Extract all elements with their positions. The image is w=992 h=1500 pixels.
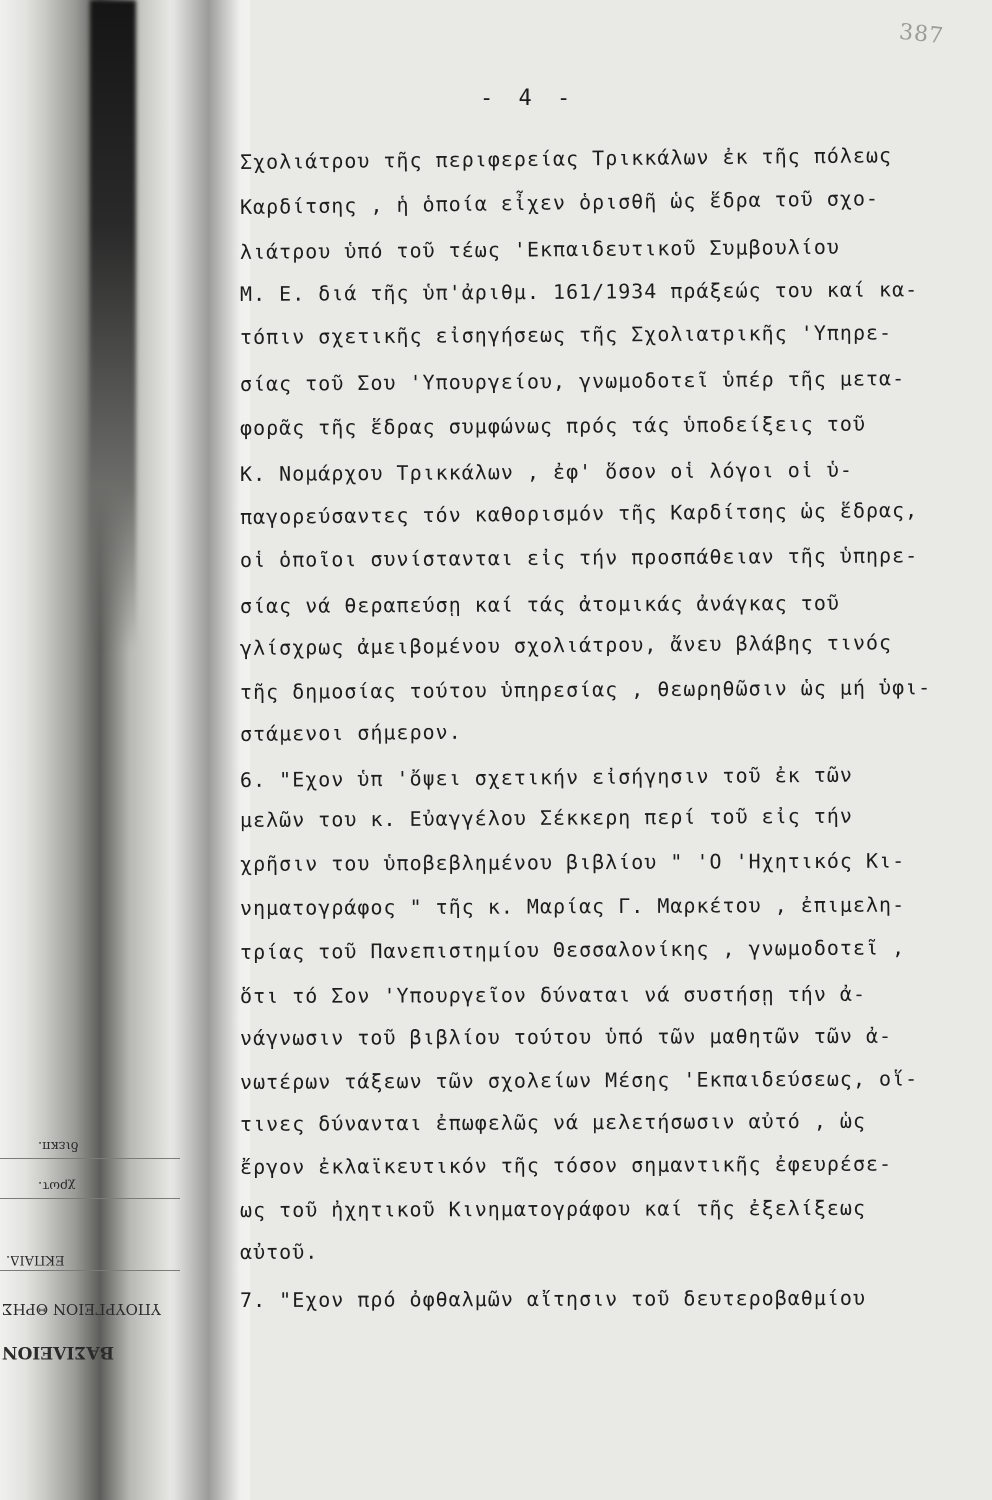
typed-line: ἔργον ἐκλαϊκευτικόν τῆς τόσον σημαντικῆς ἐφευρέσε- bbox=[239, 1151, 893, 1179]
typed-line: χρῆσιν του ὑποβεβλημένου βιβλίου " 'Ο 'Ηχητικός Κι- bbox=[239, 848, 906, 876]
typed-line: φορᾶς τῆς ἕδρας συμφώνως πρός τάς ὑποδείξεις τοῦ bbox=[239, 411, 867, 440]
binding-shadow-streak bbox=[90, 0, 136, 650]
typed-line: ὅτι τό Σον 'Υπουργεῖον δύναται νά συστήσῃ τήν ἀ- bbox=[239, 981, 867, 1008]
typed-line: 7. "Εχον πρό ὀφθαλμῶν αἴτησιν τοῦ δευτεροβαθμίου bbox=[239, 1285, 867, 1312]
edge-rule bbox=[0, 1198, 180, 1199]
typed-line: σίας νά θεραπεύσῃ καί τάς ἀτομικάς ἀνάγκας τοῦ bbox=[239, 590, 840, 618]
typed-line: νηματογράφος " τῆς κ. Μαρίας Γ. Μαρκέτου , ἐπιμελη- bbox=[239, 892, 906, 920]
typed-line: στάμενοι σήμερον. bbox=[239, 719, 462, 746]
page-fold-shadow bbox=[170, 0, 240, 1500]
typed-line: γλίσχρως ἀμειβομένου σχολιάτρου, ἄνευ βλάβης τινός bbox=[239, 630, 893, 660]
archive-folio-mark: 387 bbox=[897, 19, 946, 50]
edge-rule bbox=[0, 1270, 180, 1271]
typed-line: τινες δύνανται ἐπωφελῶς νά μελετήσωσιν αὐτό , ὡς bbox=[239, 1108, 867, 1136]
typed-line: αὐτοῦ. bbox=[239, 1239, 319, 1264]
typed-line: οἱ ὁποῖοι συνίστανται εἰς τήν προσπάθειαν τῆς ὑπηρε- bbox=[239, 543, 919, 572]
typed-line: λιάτρου ὑπό τοῦ τέως 'Εκπαιδευτικοῦ Συμβουλίου bbox=[239, 234, 840, 264]
typed-line: Σχολιάτρου τῆς περιφερείας Τρικκάλων ἐκ τῆς πόλεως bbox=[239, 143, 893, 174]
typed-line: μελῶν του κ. Εὐαγγέλου Σέκκερη περί τοῦ εἰς τήν bbox=[239, 803, 854, 832]
typed-line: παγορεύσαντες τόν καθορισμόν τῆς Καρδίτσης ὡς ἕδρας, bbox=[239, 497, 919, 529]
typed-line: ως τοῦ ἠχητικοῦ Κινηματογράφου καί τῆς ἐξελίξεως bbox=[239, 1195, 867, 1222]
typed-line: νωτέρων τάξεων τῶν σχολείων Μέσης 'Εκπαιδεύσεως, οἵ- bbox=[239, 1066, 919, 1094]
typed-line: νάγνωσιν τοῦ βιβλίου τούτου ὑπό τῶν μαθητῶν τῶν ἀ- bbox=[239, 1023, 893, 1050]
typed-line: Καρδίτσης , ἡ ὁποία εἶχεν ὁρισθῆ ὡς ἕδρα τοῦ σχο- bbox=[239, 186, 880, 219]
typed-line: 6. "Εχον ὑπ 'ὄψει σχετικήν εἰσήγησιν τοῦ ἐκ τῶν bbox=[239, 762, 854, 792]
typed-line: σίας τοῦ Σου 'Υπουργείου, γνωμοδοτεῖ ὑπέρ τῆς μετα- bbox=[239, 366, 906, 396]
edge-label: χρωτ. bbox=[38, 1178, 76, 1193]
typed-line: Μ. Ε. διά τῆς ὑπ'ἀριθμ. 161/1934 πράξεώς του καί κα- bbox=[239, 277, 919, 306]
edge-label: διεκπ. bbox=[38, 1138, 79, 1153]
typed-line: Κ. Νομάρχου Τρικκάλων , ἐφ' ὅσον οἱ λόγοι οἱ ὑ- bbox=[239, 457, 854, 486]
typed-line: τόπιν σχετικῆς εἰσηγήσεως τῆς Σχολιατρικῆς 'Υπηρε- bbox=[239, 320, 893, 349]
edge-label: ΕΚΠΑΙΔ. bbox=[6, 1252, 65, 1267]
edge-label: ΥΠΟΥΡΓΕΙΟΝ ΘΡΗΣ bbox=[2, 1300, 161, 1318]
edge-rule bbox=[0, 1158, 180, 1159]
page-heading: - 4 - bbox=[480, 86, 577, 111]
edge-label: ΒΑΣΙΛΕΙΟΝ bbox=[2, 1342, 114, 1362]
typed-line: τρίας τοῦ Πανεπιστημίου Θεσσαλονίκης , γνωμοδοτεῖ , bbox=[239, 935, 906, 964]
typed-line: τῆς δημοσίας τούτου ὑπηρεσίας , θεωρηθῶσιν ὡς μή ὑφι- bbox=[239, 675, 932, 704]
